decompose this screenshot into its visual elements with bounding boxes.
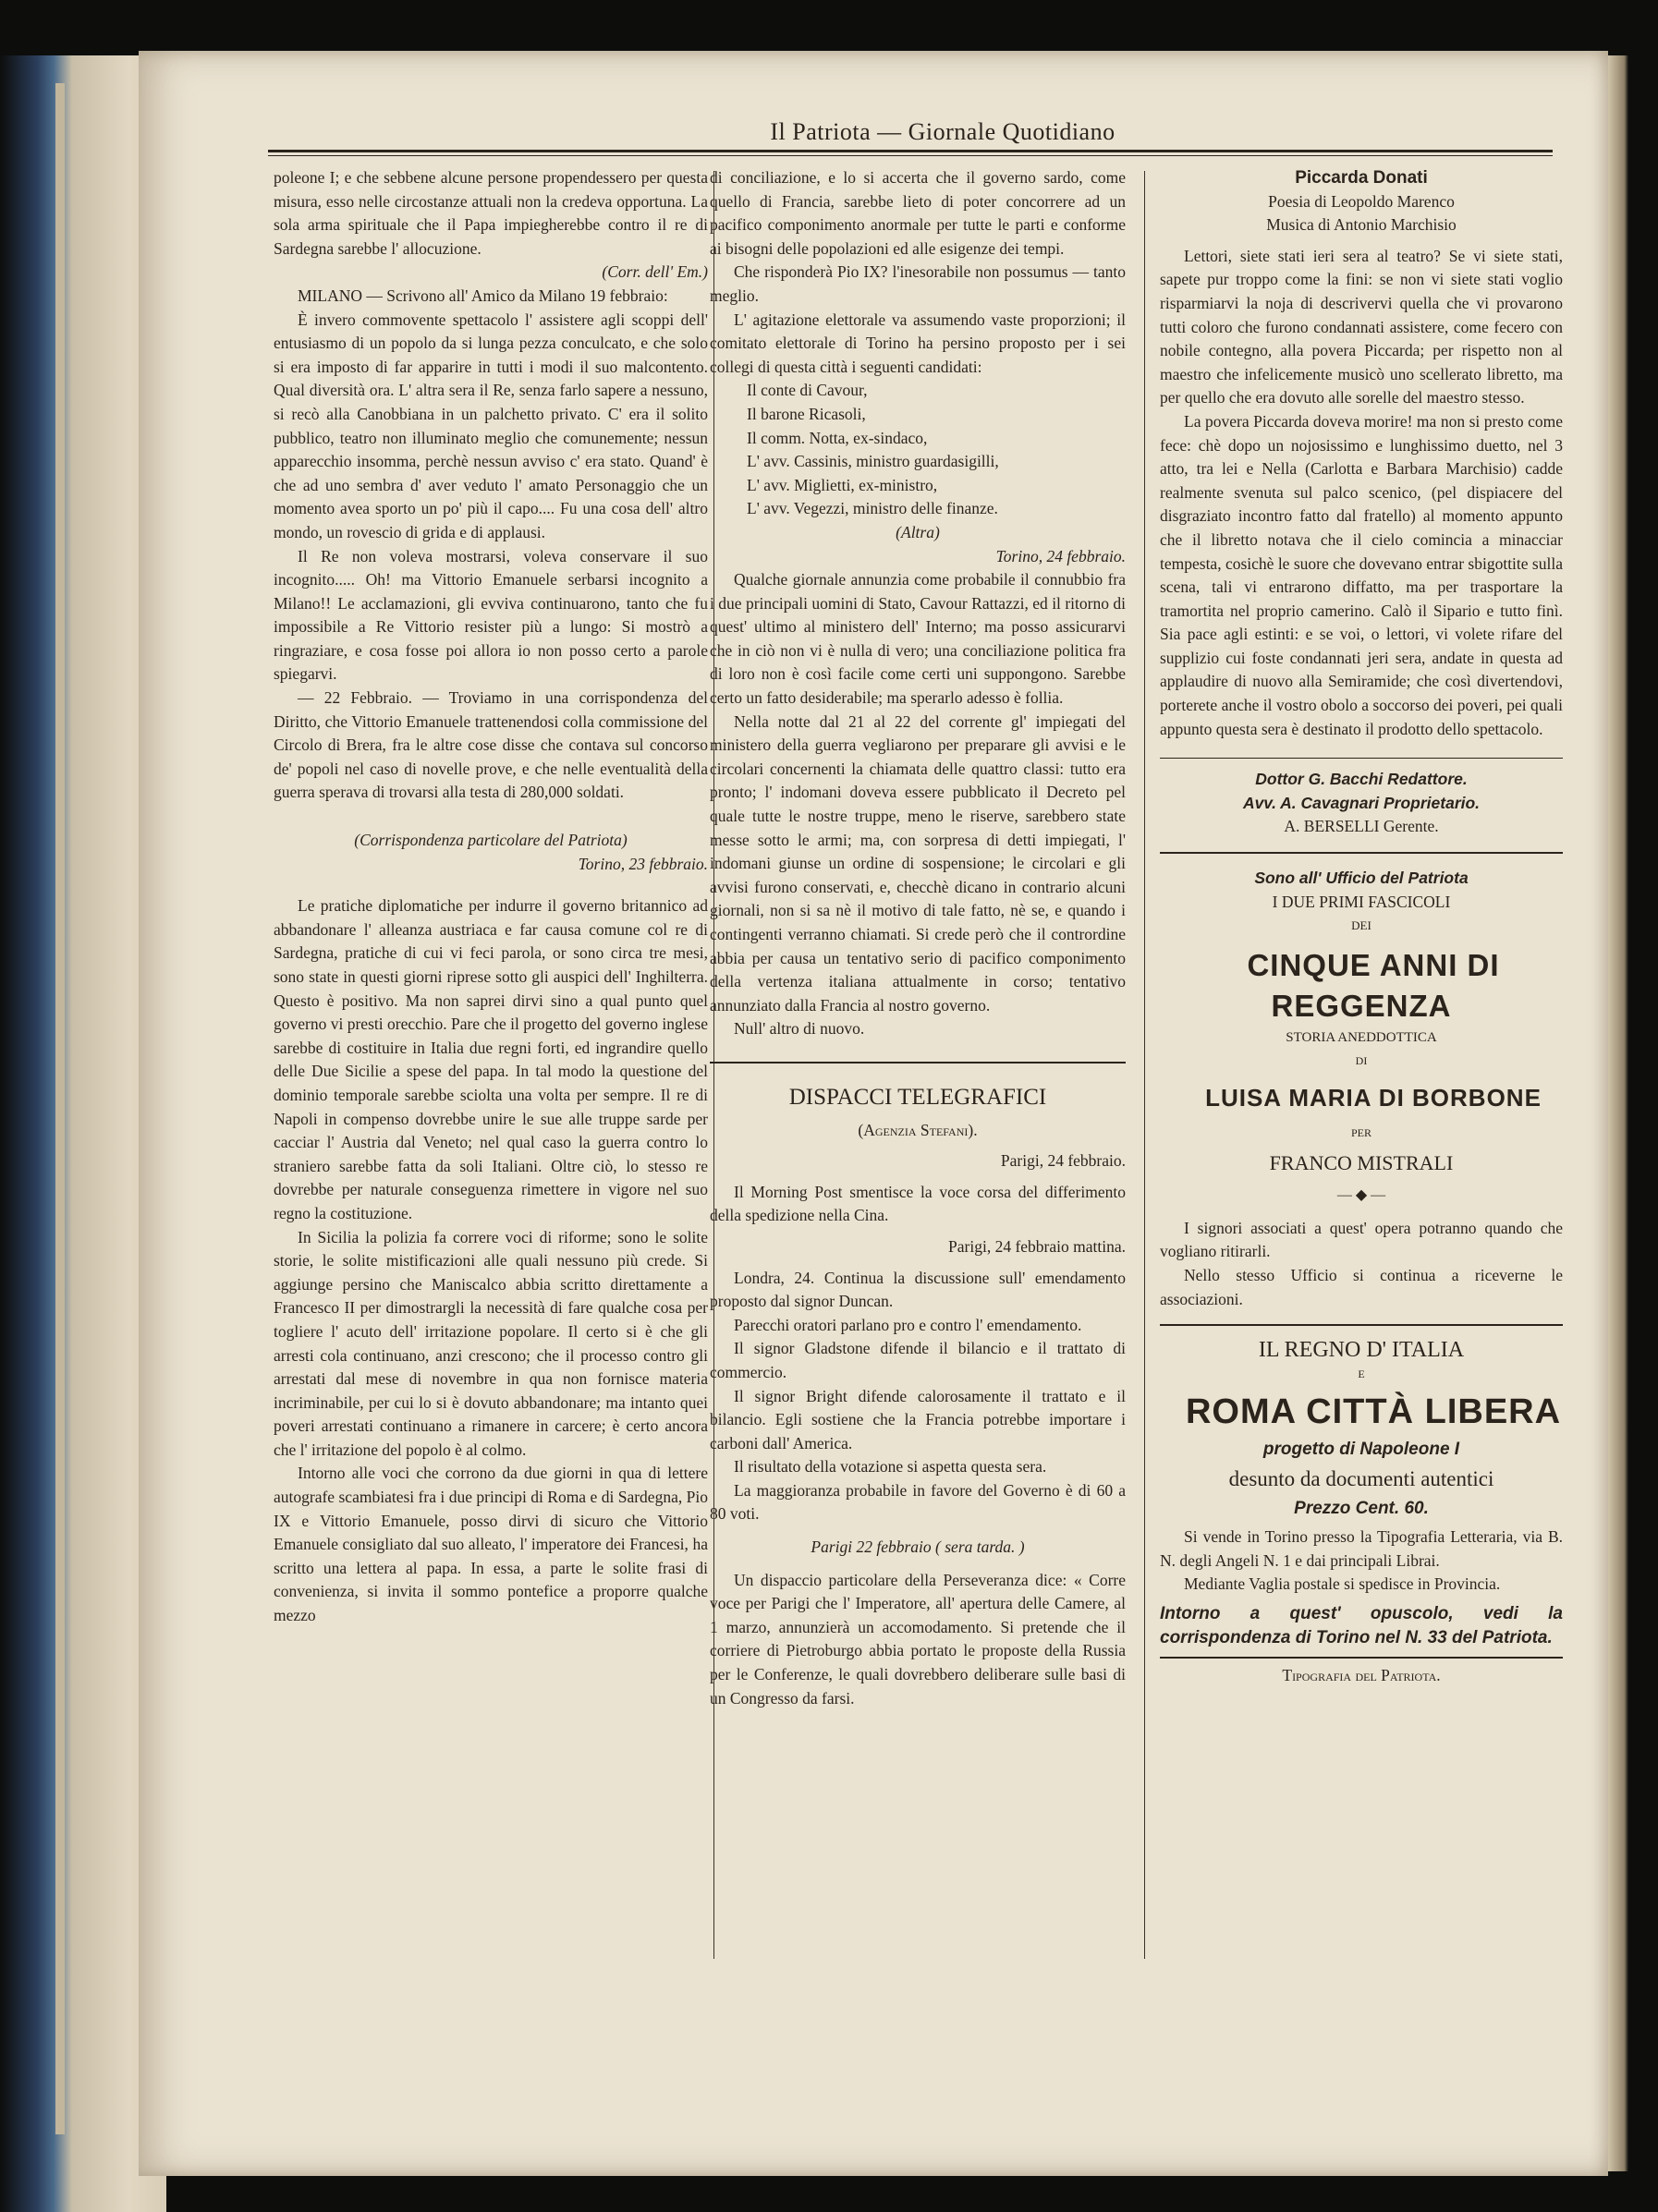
ad-title: CINQUE ANNI DI REGGENZA — [1247, 947, 1500, 1023]
ad-subtitle: STORIA ANEDDOTTICA — [1286, 1029, 1437, 1045]
section-rule — [1160, 758, 1563, 759]
section-rule — [710, 1062, 1126, 1063]
binding-strip — [55, 83, 65, 2134]
column-divider-2 — [1144, 171, 1145, 1959]
owner-credit: Avv. A. Cavagnari Proprietario. — [1242, 793, 1481, 812]
paragraph: In Sicilia la polizia fa correre voci di riforme; sono le solite storie, le solite mistificazioni alle quali nessuno più crede. Si aggiunge persino che Maniscalco abbia scritto direttamente a Francesco II per dimostrargli la necessità di fare qualche cosa per togliere l' acuto dell' irritazione popolare. Il certo si è che gli arresti cola continuano, anzi crescono; che il processo contro gli arrestati dal mese di novembre in qua non fornisce materia incriminabile, per cui lo si è dovuto abbandonare; ma intanto quei poveri arrestati continuano a rimanere in carcere; è certo ancora che l' irritazione del popolo è al colmo. — [274, 1227, 708, 1459]
paragraph: Mediante Vaglia postale si spedisce in Provincia. — [1184, 1574, 1501, 1594]
ad-line: DI — [1355, 1054, 1368, 1068]
correspondence-heading: (Corrispondenza particolare del Patriota) — [354, 831, 628, 850]
ad-price: Prezzo Cent. 60. — [1294, 1498, 1429, 1518]
dateline: Parigi 22 febbraio ( sera tarda. ) — [811, 1537, 1025, 1557]
paragraph: La povera Piccarda doveva morire! ma non si presto come fece: chè dopo un nojosissimo e lunghissimo duetto, nel 3 atto, tra lei e Nella (Carlotta e Barbara Marchisio) cadde realmente svenuta sul palco scenico, (pel dispiacere del disgraziato incontro fatto dal fratello) al momento appunto che il libretto notava che il cielo comincia a minacciar tempesta, cosichè le suore che dovevano entrar sbigottite sulla scena, tali vi entrarono diffatto, ma per trasportare la tramortita nel proprio camerino. Calò il Sipario e tutto finì. Sia pace agli estinti: e se voi, o lettori, vi volete rifare del supplizio cui foste condannati jeri sera, andate in questa ad applaudire di nuovo alla Semiramide; che così divertendovi, porterete anche il vostro obolo a soccorso dei poveri, pei quali appunto questa sera è destinato il prodotto dello spettacolo. — [1160, 411, 1563, 738]
paragraph: Lettori, siete stati ieri sera al teatro? Se vi siete stati, sapete pur troppo come la fini: se non vi siete stati voglio risparmiarvi la noja di descrivervi quella che vi provarono tutti coloro che furono condannati assistere, come fecero con nobile contegno, alla povera Piccarda; per rispetto non al maestro che infelicemente musicò uno scellerato libretto, ma per quello che era dovuto alle sorelle del maestro stesso. — [1160, 246, 1563, 407]
list-item: Il comm. Notta, ex-sindaco, — [747, 428, 928, 447]
dateline: Torino, 24 febbraio. — [995, 546, 1126, 565]
paragraph: Intorno a quest' opuscolo, vedi la corrispondenza di Torino nel N. 33 del Patriota. — [1160, 1603, 1563, 1647]
ad-author: FRANCO MISTRALI — [1269, 1150, 1454, 1174]
paragraph: MILANO — Scrivono all' Amico da Milano 19 febbraio: — [298, 286, 668, 305]
ad-title: ROMA CITTÀ LIBERA — [1185, 1392, 1562, 1432]
ad-subtitle: progetto di Napoleone I — [1262, 1440, 1460, 1460]
list-item: L' avv. Miglietti, ex-ministro, — [747, 475, 938, 494]
header-rule — [268, 150, 1553, 152]
candidate-list — [747, 379, 1126, 521]
paragraph: Qualche giornale annunzia come probabile il connubbio fra i due principali uomini di Stato, Cavour Rattazzi, ed il ritorno di quest' ultimo al ministero dell' Interno; ma posso assicurarvi che in ciò non vi è nulla di vero; una conciliazione politica fra di loro non è così facile come certi uni suppongono. Sarebbe certo un fatto desiderabile; ma sperarlo adesso è follia. — [710, 570, 1126, 708]
paragraph: Parecchi oratori parlano pro e contro l' emendamento. — [734, 1315, 1082, 1334]
paragraph: Null' altro di nuovo. — [734, 1019, 865, 1039]
paragraph: È invero commovente spettacolo l' assistere agli scoppi dell' entusiasmo di un popolo da si lunga pezza conculcato, e che solo si era imposto di far apparire in tutti i modi il suo malcontento. Qual diversità ora. L' altra sera il Re, senza farlo sapere a nessuno, si recò alla Canobbiana in un palchetto privato. C' era il solito pubblico, teatro non illuminato meglio che comunemente; nessun apparecchio insomma, perchè nessun avviso c' era stato. Quand' è che ad uno sembra d' aver veduto l' amato Personaggio che un momento avea sporto un po' più il capo.... Fu una cosa dell' altro mondo, un rovescio di grida e di applausi. — [274, 310, 708, 541]
ad-line: E — [1358, 1367, 1365, 1380]
ad-line: desunto da documenti autentici — [1228, 1466, 1494, 1490]
ad-line: PER — [1350, 1126, 1372, 1139]
paragraph: Il Re non voleva mostrarsi, voleva conservare il suo incognito..... Oh! ma Vittorio Emanuele serbarsi incognito a Milano!! Le acclamazioni, gli evviva continuarono, tanto che fu impossibile a Re Vittorio resister più a lungo: Si mostrò a ringraziare, e cosa fosse poi allora io non posso certo a parole spiegarvi. — [274, 546, 708, 684]
music-credit: Musica di Antonio Marchisio — [1266, 215, 1457, 235]
list-item: L' avv. Cassinis, ministro guardasigilli, — [747, 452, 999, 471]
ad-name: LUISA MARIA DI BORBONE — [1205, 1084, 1542, 1112]
list-item: Il barone Ricasoli, — [747, 404, 866, 423]
column-1 — [274, 166, 708, 1628]
page-edge — [1608, 55, 1628, 2171]
dateline: Torino, 23 febbraio. — [578, 854, 708, 873]
article-title: Piccarda Donati — [1295, 168, 1428, 188]
paragraph: Intorno alle voci che corrono da due giorni in qua di lettere autografe scambiatesi fra i due principi di Roma e di Sardegna, Pio IX e Vittorio Emanuele, posso dirvi di sicuro che Vittorio Emanuele consigliato dal suo alleato, l' imperatore dei Francesi, ha scritto una lettera al papa. In essa, a parte le solite frasi di convenienza, si invita il sommo pontefice a proporre qualche mezzo — [274, 1464, 708, 1625]
paragraph: Si vende in Torino presso la Tipografia Letteraria, via B. N. degli Angeli N. 1 e dai principali Librai. — [1160, 1527, 1563, 1570]
ad-line: IL REGNO D' ITALIA — [1258, 1338, 1465, 1363]
paragraph: Londra, 24. Continua la discussione sull' emendamento proposto dal signor Duncan. — [710, 1268, 1126, 1311]
header-rule-thin — [268, 155, 1553, 156]
ad-line: DEI — [1351, 918, 1372, 933]
manager-credit: A. BERSELLI Gerente. — [1284, 817, 1439, 836]
column-2 — [710, 166, 1126, 1710]
paragraph: — 22 Febbraio. — Troviamo in una corrispondenza del Diritto, che Vittorio Emanuele trattenendosi colla commissione del Circolo di Brera, fra le altre cose disse che contava sul concorso de' popoli nel caso di novelle prove, e che nelle eventualità della guerra sperava di trovarsi alla testa di 280,000 soldati. — [274, 688, 708, 802]
section-rule — [1160, 1657, 1563, 1659]
paragraph: Le pratiche diplomatiche per indurre il governo britannico ad abbandonare l' alleanza austriaca e far causa comune col re di Sardegna, pratiche di cui vi feci parola, or sono circa tre mesi, sono state in questi giorni riprese sotto gli auspici dell' Inghilterra. Questo è positivo. Ma non saprei dirvi sino a qual punto quel governo vi presti orecchio. Pare che il progetto del governo inglese sarebbe di costituire in Italia due regni forti, ed ingrandire quello delle Due Sicilie a spese del papa. In tal modo la questione del dominio temporale sarebbe sciolta una volta per sempre. Il re di Napoli in compenso dovrebbe unire le sue alle truppe sarde per cacciar l' Austria dal Veneto; nel qual caso la guerra contro lo straniero sarebbe fatta da soli Italiani. Oltre ciò, lo stesso re dovrebbe per naturale conseguenza rimettere in vigore nel suo regno la costituzione. — [274, 896, 708, 1222]
paragraph: I signori associati a quest' opera potranno quando che vogliano ritirarli. — [1160, 1218, 1563, 1261]
paragraph: Che risponderà Pio IX? l'inesorabile non possumus — tanto meglio. — [710, 262, 1126, 305]
ad-line: I DUE PRIMI FASCICOLI — [1272, 892, 1451, 911]
paragraph: poleone I; e che sebbene alcune persone propendessero per questa misura, esso nelle circostanze attuali non la credeva opportuna. La sola arma spirituale che il Papa impiegherebbe contro il re di Sardegna sarebbe l' allocuzione. — [274, 168, 708, 258]
section-label: (Altra) — [896, 522, 940, 541]
paragraph: Il risultato della votazione si aspetta questa sera. — [734, 1457, 1047, 1477]
dateline: Parigi, 24 febbraio mattina. — [948, 1236, 1126, 1256]
list-item: Il conte di Cavour, — [747, 381, 868, 400]
paragraph: Un dispaccio particolare della Perseveranza dice: « Corre voce per Parigi che l' Imperatore, all' apertura delle Camere, al 1 marzo, annunzierà un accomodamento. Si pretende che il corriere di Pietroburgo abbia portato le proposte della Russia per le Conferenze, le quali dovrebbero deliberare sulle basi di un Congresso da farsi. — [710, 1570, 1126, 1708]
column-3 — [1160, 166, 1563, 1688]
paragraph: Nella notte dal 21 al 22 del corrente gl' impiegati del ministero della guerra vegliarono per preparare gli avvisi e le circolari concernenti la chiamata delle quattro classi: tutto era pronto; l' indomani doveva essere pubblicato il Decreto pel quale tutte le nostre truppe, meno le riserve, sarebbero state messe sotto le armi; ma, con sorpresa di detti impiegati, l' indomani giunse un ordine di sospensione; le circolari e gli avvisi furono conservati, e, checchè dicano in contrario alcuni giornali, non si sa nè il motivo di tale fatto, nè se, e quando i contingenti verranno chiamati. Si crede però che il contrordine abbia per causa un tentativo serio di pacifico componimento della vertenza italiana attualmente in corso; tentativo annunziato dalla Francia al nostro governo. — [710, 711, 1126, 1015]
poem-credit: Poesia di Leopoldo Marenco — [1268, 191, 1455, 211]
paragraph: Nello stesso Ufficio si continua a riceverne le associazioni. — [1160, 1265, 1563, 1308]
paragraph: L' agitazione elettorale va assumendo vaste proporzioni; il comitato elettorale di Torino ha persino proposto per i sei collegi di questa città i seguenti candidati: — [710, 310, 1126, 376]
paragraph: di conciliazione, e lo si accerta che il governo sardo, come quello di Francia, sarebbe lieto di poter concorrere ad un pacifico componimento anormale per tutte le parti e conforme ai bisogni delle popolazioni ed alle esigenze dei tempi. — [710, 168, 1126, 258]
ornament: — ◆ — — [1336, 1187, 1386, 1204]
masthead: Il Patriota — Giornale Quotidiano — [770, 118, 1115, 145]
paragraph: La maggioranza probabile in favore del Governo è di 60 a 80 voti. — [710, 1480, 1126, 1524]
ad-heading: Sono all' Ufficio del Patriota — [1254, 869, 1469, 888]
printer-footer: Tipografia del Patriota. — [1282, 1666, 1441, 1685]
dateline: Parigi, 24 febbraio. — [1000, 1151, 1126, 1171]
source-credit: (Corr. dell' Em.) — [602, 262, 708, 282]
list-item: L' avv. Vegezzi, ministro delle finanze. — [747, 499, 998, 518]
section-rule — [1160, 852, 1563, 854]
paragraph: Il signor Bright difende calorosamente il trattato e il bilancio. Egli sostiene che la Francia potrebbe importare i carboni dall' America. — [710, 1386, 1126, 1452]
paragraph: Il signor Gladstone difende il bilancio e il trattato di commercio. — [710, 1339, 1126, 1381]
paragraph: Il Morning Post smentisce la voce corsa del differimento della spedizione nella Cina. — [710, 1182, 1126, 1225]
dispatches-agency: (Agenzia Stefani). — [858, 1120, 978, 1139]
section-rule — [1160, 1324, 1563, 1326]
editor-credit: Dottor G. Bacchi Redattore. — [1255, 770, 1468, 789]
dispatches-title: DISPACCI TELEGRAFICI — [788, 1084, 1047, 1110]
